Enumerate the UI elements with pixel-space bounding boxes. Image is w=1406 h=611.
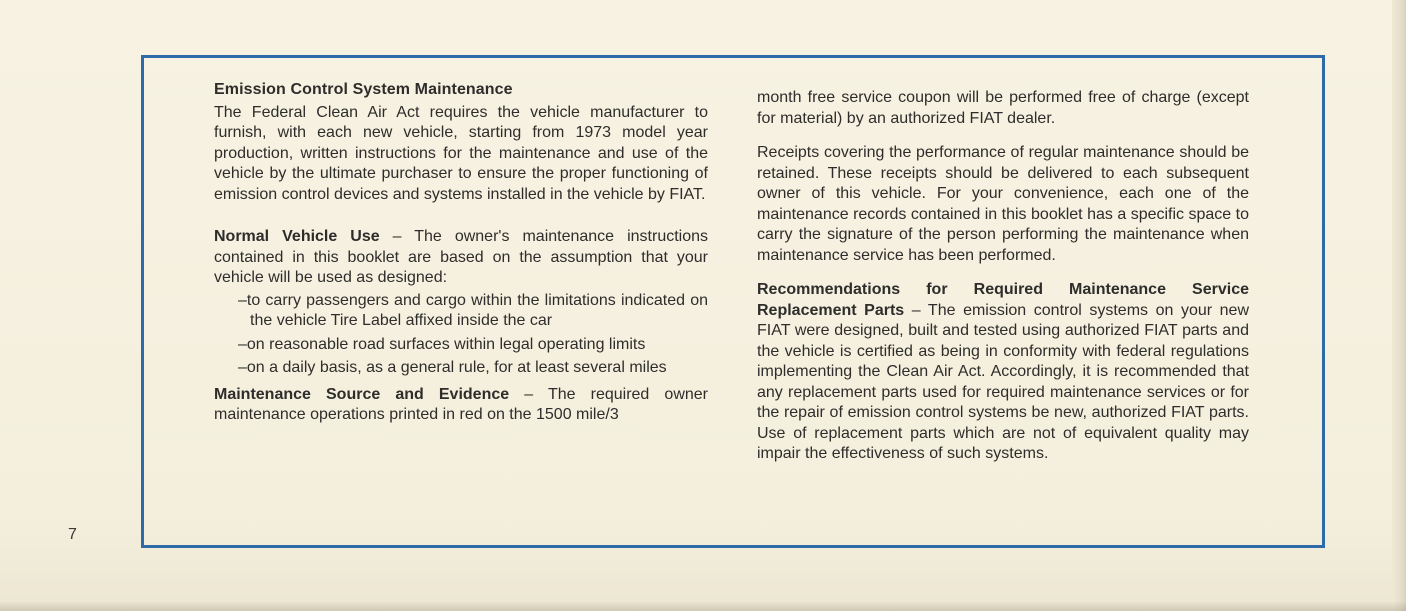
receipts-paragraph: Receipts covering the performance of regular maintenance should be retained. These receipts should be delivered to each subsequent owner of this vehicle. For your convenience, each one of the maintenance records contained in this booklet has a specific space to carry the signature of the person performing the maintenance when maintenance service has been performed. — [757, 144, 1249, 264]
section-heading-normal-vehicle-use: Normal Vehicle Use — [214, 228, 380, 245]
continuation-paragraph: month free service coupon will be performed free of charge (except for material) by an authorized FIAT dealer. — [757, 89, 1249, 127]
section-maintenance-source — [214, 385, 708, 426]
list-item: –on reasonable road surfaces within legal operating limits — [238, 335, 646, 353]
usage-bullet-list — [214, 291, 708, 379]
list-item: –on a daily basis, as a general rule, for at least several miles — [238, 359, 667, 376]
right-column — [757, 88, 1249, 465]
list-item: –to carry passengers and cargo within the limitations indicated on the vehicle Tire Label affixed inside the car — [238, 291, 708, 329]
page-bottom-shadow — [0, 601, 1406, 611]
section-body-replacement-parts: – The emission control systems on your new FIAT were designed, built and tested using authorized FIAT parts and the vehicle is certified as being in conformity with federal regulations implementing the Clean Air Act. Accordingly, it is recommended that any replacement parts used for required maintenance services or for the repair of emission control systems be new, authorized FIAT parts. Use of replacement parts which are not of equivalent quality may impair the effectiveness of such systems. — [757, 301, 1250, 462]
section-heading-replacement-parts: Recommendations for Required Maintenance Service Replacement Parts — [757, 281, 1249, 319]
left-column — [214, 80, 708, 426]
section-body-emission-control: The Federal Clean Air Act requires the vehicle manufacturer to furnish, with each new vehicle, starting from 1973 model year production, written instructions for the maintenance and use of the vehicle by the ultimate purchaser to ensure the proper functioning of emission control devices and systems installed in the vehicle by FIAT. — [214, 103, 708, 203]
section-heading-maintenance-source: Maintenance Source and Evidence — [214, 385, 510, 403]
section-body-normal-vehicle-use: – The owner's maintenance instructions contained in this booklet are based on the assumption that your vehicle will be used as designed: — [214, 228, 709, 286]
section-normal-vehicle-use — [214, 227, 708, 289]
section-heading-emission-control: Emission Control System Maintenance — [214, 81, 513, 98]
page-number: 7 — [68, 526, 77, 543]
section-body-maintenance-source: – The required owner maintenance operations printed in red on the 1500 mile/3 — [214, 385, 708, 423]
page-edge — [1392, 0, 1406, 611]
section-replacement-parts — [757, 280, 1249, 465]
